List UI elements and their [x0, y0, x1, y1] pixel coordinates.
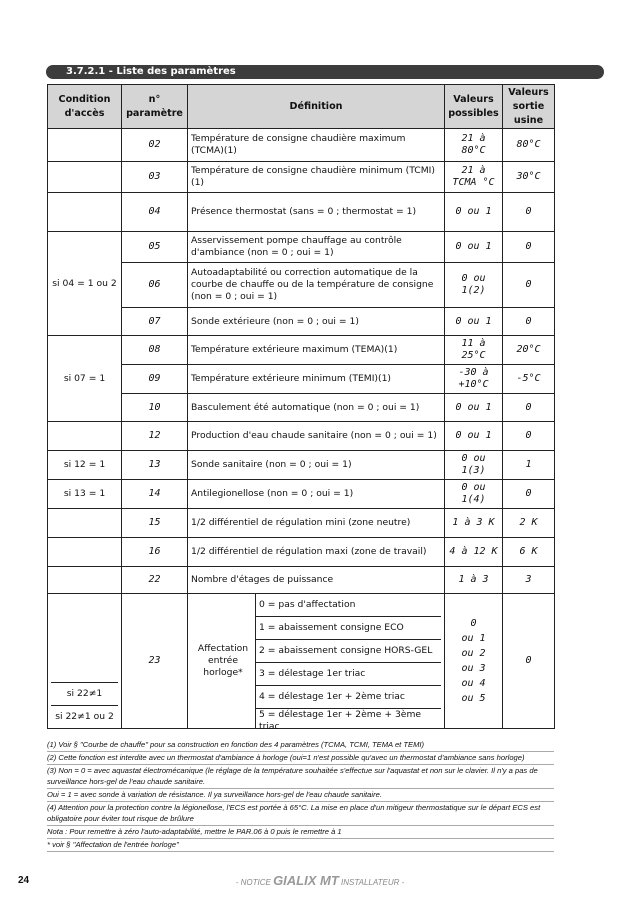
- param-values: 0 ou 1(4): [445, 480, 503, 509]
- table-row: [48, 538, 555, 567]
- param-factory: 0: [503, 394, 555, 422]
- param-number: 02: [122, 129, 188, 162]
- param-factory: 20°C: [503, 336, 555, 365]
- param-definition: Autoadaptabilité ou correction automatique de la courbe de chauffe ou de la température de consigne (non = 0 ; oui = 1): [188, 263, 445, 308]
- footnotes: [47, 739, 554, 852]
- table-row: [48, 365, 555, 394]
- param-values: -30 à +10°C: [445, 365, 503, 394]
- param-values: 1 à 3 K: [445, 509, 503, 538]
- parameters-table: [47, 84, 555, 732]
- table-row: [48, 162, 555, 193]
- param-definition: Asservissement pompe chauffage au contrôle d'ambiance (non = 0 ; oui = 1): [188, 232, 445, 263]
- param-number: 05: [122, 232, 188, 263]
- param-definition: Nombre d'étages de puissance: [188, 567, 445, 594]
- param-values-23: [445, 594, 503, 729]
- param-number: 16: [122, 538, 188, 567]
- affectation-option: 1 = abaissement consigne ECO: [256, 617, 441, 640]
- value-option: 0: [470, 618, 477, 629]
- table-row: [48, 422, 555, 451]
- param-definition: Température de consigne chaudière maximum (TCMA)(1): [188, 129, 445, 162]
- param-values: 0 ou 1(3): [445, 451, 503, 480]
- header-param: n° paramètre: [122, 85, 188, 129]
- affectation-option: 4 = délestage 1er + 2ème triac: [256, 686, 441, 709]
- param-values: 21 à 80°C: [445, 129, 503, 162]
- condition-si22a: si 22≠1: [51, 682, 118, 705]
- footnote: Oui = 1 = avec sonde à variation de résistance. Il ya surveillance hors-gel de l'eau chaude sanitaire.: [47, 789, 554, 802]
- footer-prefix: - NOTICE: [235, 878, 274, 887]
- value-option: ou 1: [461, 633, 486, 644]
- header-condition: Condition d'accès: [48, 85, 122, 129]
- param-number: 13: [122, 451, 188, 480]
- param-factory: 0: [503, 308, 555, 336]
- condition-si12: si 12 = 1: [48, 451, 122, 480]
- param-definition: Antilegionellose (non = 0 ; oui = 1): [188, 480, 445, 509]
- param-factory: 1: [503, 451, 555, 480]
- value-option: ou 2: [461, 648, 486, 659]
- value-option: ou 4: [461, 678, 486, 689]
- param-number: 10: [122, 394, 188, 422]
- param-definition: 1/2 différentiel de régulation maxi (zone de travail): [188, 538, 445, 567]
- param-number: 23: [122, 594, 188, 729]
- param-factory: 30°C: [503, 162, 555, 193]
- param-number: 22: [122, 567, 188, 594]
- page-number: 24: [18, 875, 30, 886]
- footnote-nota: Nota : Pour remettre à zéro l'auto-adaptabilité, mettre le PAR.06 à 0 puis le remettre à 1: [47, 826, 554, 839]
- header-values: Valeurs possibles: [445, 85, 503, 129]
- affectation-option: 5 = délestage 1er + 2ème + 3ème triac: [259, 709, 422, 732]
- param-definition: 1/2 différentiel de régulation mini (zone neutre): [188, 509, 445, 538]
- param-number: 09: [122, 365, 188, 394]
- param-definition: Température extérieure minimum (TEMI)(1): [188, 365, 445, 394]
- table-row: [48, 336, 555, 365]
- param-number: 03: [122, 162, 188, 193]
- param-number: 04: [122, 193, 188, 232]
- param-factory: -5°C: [503, 365, 555, 394]
- footer-brand: GIALIX MT: [273, 873, 339, 888]
- table-row: [48, 451, 555, 480]
- affectation-option: 2 = abaissement consigne HORS-GEL: [256, 640, 441, 663]
- param-factory: 3: [503, 567, 555, 594]
- param-number: 07: [122, 308, 188, 336]
- table-header-row: [48, 85, 555, 129]
- footer-title: [0, 873, 640, 888]
- param-definition: Présence thermostat (sans = 0 ; thermostat = 1): [188, 193, 445, 232]
- param-values: 4 à 12 K: [445, 538, 503, 567]
- condition-si22b: si 22≠1 ou 2: [51, 705, 118, 728]
- section-title-bar: [46, 65, 604, 79]
- table-row: [48, 480, 555, 509]
- param-values: 0 ou 1: [445, 394, 503, 422]
- table-row-23: [48, 594, 555, 729]
- param-definition: Température de consigne chaudière minimum (TCMI)(1): [188, 162, 445, 193]
- param-values: 0 ou 1(2): [445, 263, 503, 308]
- condition-si13: si 13 = 1: [48, 480, 122, 509]
- affectation-label: Affectation entrée horloge*: [191, 594, 256, 728]
- param-factory: 0: [503, 263, 555, 308]
- footnote-asterisk: * voir § "Affectation de l'entrée horloge": [47, 839, 554, 852]
- param-definition: Sonde sanitaire (non = 0 ; oui = 1): [188, 451, 445, 480]
- param-definition: Température extérieure maximum (TEMA)(1): [188, 336, 445, 365]
- param-number: 12: [122, 422, 188, 451]
- param-factory: 0: [503, 422, 555, 451]
- param-values: 0 ou 1: [445, 193, 503, 232]
- param-number: 14: [122, 480, 188, 509]
- table-row: [48, 193, 555, 232]
- footnote: (1) Voir § "Courbe de chauffe" pour sa construction en fonction des 4 paramètres (TCMA, TCMI, TEMA et TEMI): [47, 739, 554, 752]
- header-factory: Valeurs sortie usine: [503, 85, 555, 129]
- section-title: 3.7.2.1 - Liste des paramètres: [66, 66, 236, 77]
- param-values: 0 ou 1: [445, 422, 503, 451]
- param-values: 1 à 3: [445, 567, 503, 594]
- value-option: ou 3: [461, 663, 486, 674]
- param-definition: Production d'eau chaude sanitaire (non = 0 ; oui = 1): [188, 422, 445, 451]
- footnote: (3) Non = 0 = avec aquastat électromécanique (le réglage de la température souhaitée s'effectue sur l'aquastat et non sur le clavier. Il n'y a pas de surveillance hors-gel de l'eau chaude sanitaire.: [47, 765, 554, 789]
- param-values: 0 ou 1: [445, 232, 503, 263]
- param-factory: 0: [503, 480, 555, 509]
- param-number: 08: [122, 336, 188, 365]
- table-row: [48, 129, 555, 162]
- param-factory: 0: [503, 232, 555, 263]
- footnote: (2) Cette fonction est interdite avec un thermostat d'ambiance à horloge (oui=1 n'est possible qu'avec un thermostat d'ambiance sans horloge): [47, 752, 554, 765]
- param-values: 11 à 25°C: [445, 336, 503, 365]
- param-values: 0 ou 1: [445, 308, 503, 336]
- param-factory: 80°C: [503, 129, 555, 162]
- param-factory: 0: [503, 193, 555, 232]
- table-row: [48, 232, 555, 263]
- footnote: (4) Attention pour la protection contre la légionellose, l'ECS est portée à 65°C. La mise en place d'un mitigeur thermostatique sur le départ ECS est obligatoire pour éviter tout risque de brûlure: [47, 802, 554, 826]
- param-values: 21 à TCMA °C: [445, 162, 503, 193]
- header-definition: Définition: [188, 85, 445, 129]
- param-factory: 2 K: [503, 509, 555, 538]
- param-factory: 0: [503, 594, 555, 729]
- table-row: [48, 567, 555, 594]
- param-definition: Sonde extérieure (non = 0 ; oui = 1): [188, 308, 445, 336]
- table-row: [48, 263, 555, 308]
- condition-si04: si 04 = 1 ou 2: [48, 232, 122, 336]
- table-row: [48, 394, 555, 422]
- table-row: [48, 308, 555, 336]
- affectation-option: 0 = pas d'affectation: [256, 594, 441, 617]
- value-option: ou 5: [461, 693, 486, 704]
- affectation-cell: [188, 594, 445, 732]
- condition-cell-23: [48, 594, 122, 729]
- param-factory: 6 K: [503, 538, 555, 567]
- param-definition: Basculement été automatique (non = 0 ; oui = 1): [188, 394, 445, 422]
- footer-suffix: INSTALLATEUR -: [338, 878, 405, 887]
- affectation-option: 3 = délestage 1er triac: [256, 663, 441, 686]
- affectation-options: [256, 594, 441, 733]
- param-number: 15: [122, 509, 188, 538]
- param-number: 06: [122, 263, 188, 308]
- condition-si07: si 07 = 1: [48, 336, 122, 422]
- table-row: [48, 509, 555, 538]
